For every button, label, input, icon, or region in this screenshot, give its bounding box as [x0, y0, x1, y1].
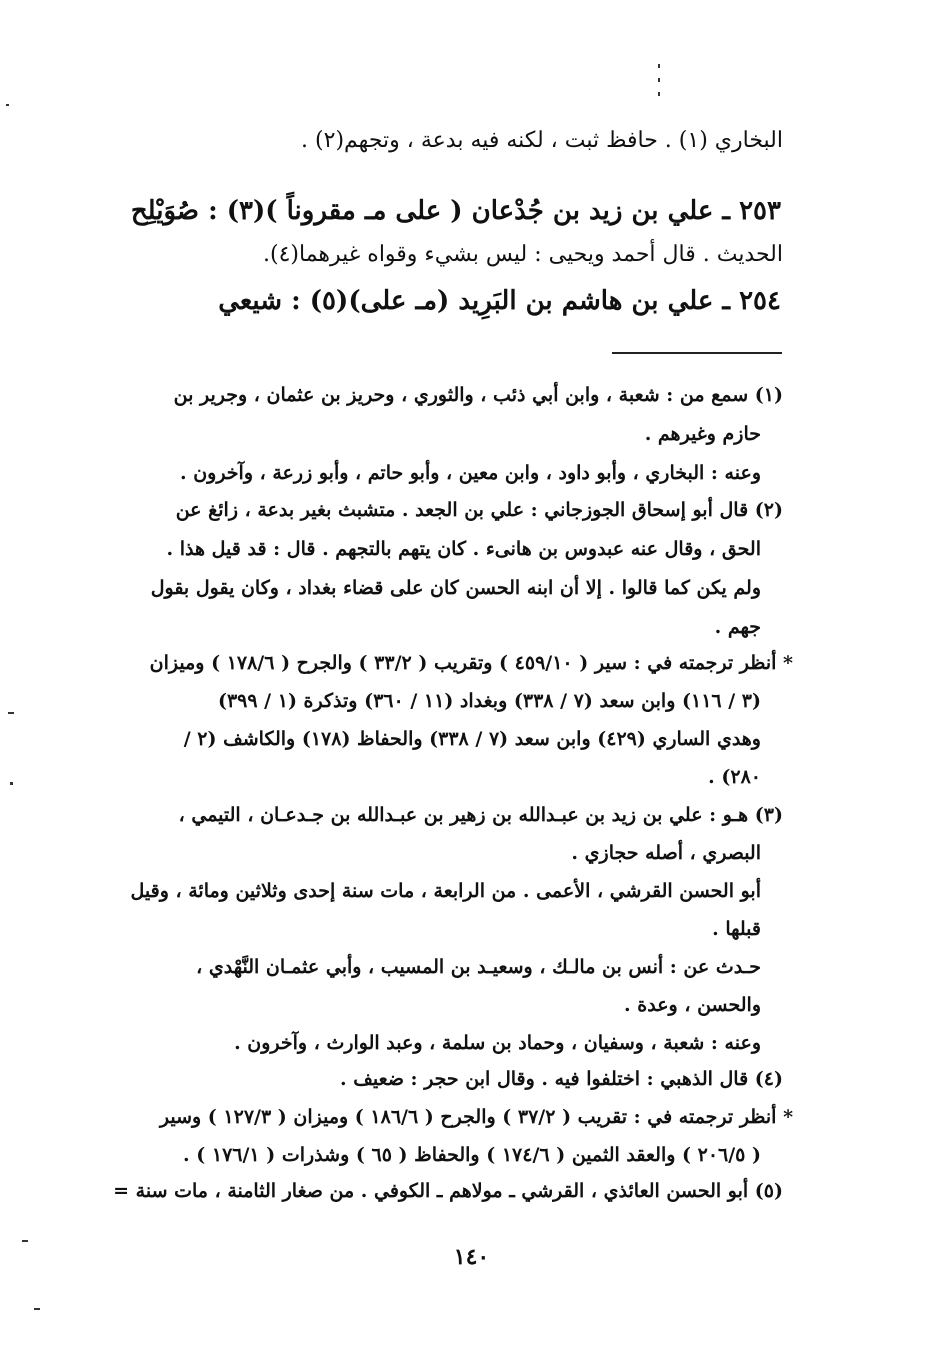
footnote-line: جهم .	[714, 616, 761, 638]
footnote-line: (٥) أبو الحسن العائذي ، القرشي ـ مولاهم ـ الكوفي . من صغار الثامنة ، مات سنة =	[113, 1180, 783, 1202]
scan-speck	[22, 1240, 28, 1242]
footnote-line: وعنه : شعبة ، وسفيان ، وحماد بن سلمة ، وعبد الوارث ، وآخرون .	[234, 1032, 761, 1054]
footnote-line: ( ٢٠٦/٥ ) والعقد الثمين ( ١٧٤/٦ ) والحفاظ ( ٦٥ ) وشذرات ( ١٧٦/١ ) .	[183, 1144, 761, 1166]
footnote-line: البصري ، أصله حجازي .	[571, 842, 761, 864]
scan-speck	[658, 64, 660, 68]
footnote-line: قبلها .	[712, 918, 761, 940]
scan-speck	[6, 104, 9, 106]
footnote-line: حازم وغيرهم .	[644, 423, 761, 445]
entry-254-heading: ٢٥٤ ـ علي بن هاشم بن البَرِيد (مـ على)(٥) : شيعي	[218, 286, 781, 316]
footnote-line: وهدي الساري (٤٢٩) وابن سعد (٧ / ٣٣٨) والحفاظ (١٧٨) والكاشف (٢ /	[183, 728, 761, 750]
footnote-separator	[612, 352, 782, 354]
scan-speck	[658, 92, 660, 96]
footnote-line: (٤) قال الذهبي : اختلفوا فيه . وقال ابن حجر : ضعيف .	[340, 1068, 783, 1090]
footnote-line: أبو الحسن القرشي ، الأعمى . من الرابعة ، مات سنة إحدى وثلاثين ومائة ، وقيل	[130, 880, 761, 902]
footnote-line: ٢٨٠) .	[708, 766, 761, 788]
entry-253-continuation: الحديث . قال أحمد ويحيى : ليس بشيء وقواه غيرهما(٤).	[263, 242, 783, 267]
footnote-line: * أنظر ترجمته في : تقريب ( ٣٧/٢ ) والجرح ( ١٨٦/٦ ) وميزان ( ١٢٧/٣ ) وسير	[159, 1106, 793, 1128]
scan-speck	[34, 1308, 40, 1310]
footnote-line: وعنه : البخاري ، وأبو داود ، وابن معين ، وأبو حاتم ، وأبو زرعة ، وآخرون .	[179, 462, 761, 484]
entry-253-heading: ٢٥٣ ـ علي بن زيد بن جُدْعان ( على مـ مقروناً )(٣) : صُوَيْلِح	[130, 196, 781, 226]
footnote-line: * أنظر ترجمته في : سير ( ٤٥٩/١٠ ) وتقريب ( ٣٣/٢ ) والجرح ( ١٧٨/٦ ) وميزان	[149, 652, 793, 674]
scan-speck	[658, 78, 660, 82]
main-text-line-1: البخاري (١) . حافظ ثبت ، لكنه فيه بدعة ، وتجهم(٢) .	[301, 128, 783, 153]
page-number: ١٤٠	[453, 1244, 490, 1270]
footnote-line: ولم يكن كما قالوا . إلا أن ابنه الحسن كان على قضاء بغداد ، وكان يقول بقول	[150, 577, 761, 599]
footnote-line: حـدث عن : أنس بن مالـك ، وسعيـد بن المسيب ، وأبي عثمـان النَّهْدي ،	[196, 956, 761, 978]
footnote-line: (٣) هـو : علي بن زيد بن عبـدالله بن زهير بن عبـدالله بن جـدعـان ، التيمي ،	[178, 804, 783, 826]
footnote-line: (٢) قال أبو إسحاق الجوزجاني : علي بن الجعد . متشبث بغير بدعة ، زائغ عن	[175, 499, 783, 521]
footnote-line: (١) سمع من : شعبة ، وابن أبي ذئب ، والثوري ، وحريز بن عثمان ، وجرير بن	[173, 384, 783, 406]
footnote-line: والحسن ، وعدة .	[624, 994, 761, 1016]
scan-speck	[10, 782, 13, 785]
footnote-line: (٣ / ١١٦) وابن سعد (٧ / ٣٣٨) وبغداد (١١ / ٣٦٠) وتذكرة (١ / ٣٩٩)	[217, 690, 761, 712]
footnote-line: الحق ، وقال عنه عبدوس بن هانىء . كان يتهم بالتجهم . قال : قد قيل هذا .	[166, 538, 761, 560]
scan-speck	[8, 712, 14, 714]
